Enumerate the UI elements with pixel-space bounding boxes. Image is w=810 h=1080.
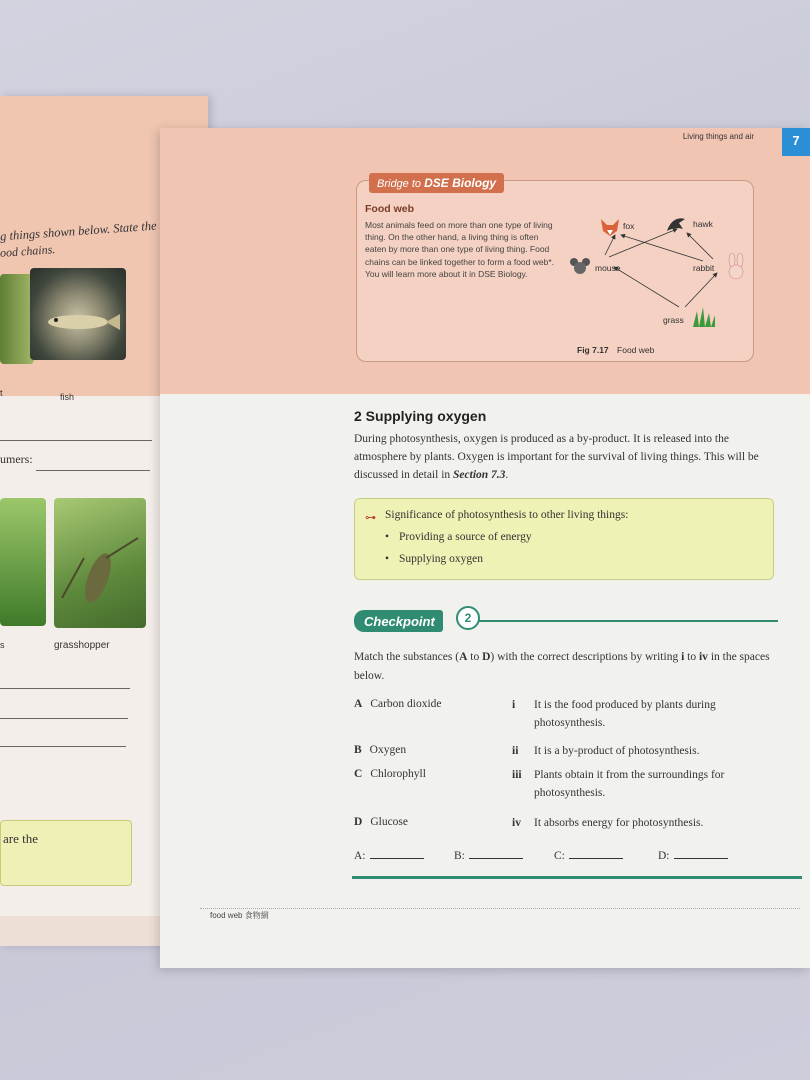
label-fish: fish bbox=[60, 392, 75, 402]
answer-label: A: bbox=[354, 850, 366, 862]
answer-line bbox=[0, 746, 126, 747]
significance-box bbox=[354, 498, 774, 580]
description-iii bbox=[512, 766, 782, 802]
plant-photo bbox=[0, 274, 34, 364]
section-body-text: During photosynthesis, oxygen is produced as a by-product. It is released into the atmosphere by plants. Oxygen is important for the survival of living things. This will be discussed in detail in bbox=[354, 433, 759, 481]
left-intro-line-2: ood chains. bbox=[0, 242, 56, 260]
answer-blank[interactable] bbox=[569, 846, 623, 859]
rabbit-label: rabbit bbox=[693, 263, 715, 273]
glossary-footer: food web 食物網 bbox=[210, 911, 269, 920]
description-key: iv bbox=[512, 817, 521, 829]
substance-name: Oxygen bbox=[369, 744, 407, 756]
checkpoint-number: 2 bbox=[456, 606, 480, 630]
footer-divider bbox=[200, 908, 800, 909]
hawk-label: hawk bbox=[693, 219, 713, 229]
mouse-icon bbox=[569, 257, 591, 275]
description-text: It is the food produced by plants during photosynthesis. bbox=[534, 699, 716, 729]
instr-text: ) with the correct descriptions by writing bbox=[490, 651, 682, 663]
checkpoint-instruction bbox=[354, 648, 774, 686]
substance-key: A bbox=[354, 698, 363, 710]
significance-item: • Supplying oxygen bbox=[399, 553, 483, 565]
answer-label: C: bbox=[554, 850, 565, 862]
instr-text: in the spaces below. bbox=[354, 651, 770, 682]
grass-label: grass bbox=[663, 315, 684, 325]
substance-key: C bbox=[354, 768, 363, 780]
description-ii bbox=[512, 742, 782, 760]
key-icon: ⊶ bbox=[365, 512, 376, 524]
substance-name: Chlorophyll bbox=[370, 768, 426, 780]
fox-label: fox bbox=[623, 221, 635, 231]
answer-label: B: bbox=[454, 850, 465, 862]
label-consumers: umers: bbox=[0, 452, 33, 466]
bridge-to-dse-box bbox=[356, 176, 754, 362]
section-body bbox=[354, 430, 774, 484]
figure-caption bbox=[577, 345, 654, 355]
section-reference: Section 7.3 bbox=[453, 469, 506, 481]
answer-blank[interactable] bbox=[469, 846, 523, 859]
description-text: It is a by-product of photosynthesis. bbox=[534, 745, 700, 757]
answer-d[interactable] bbox=[658, 846, 728, 862]
instr-bold: A bbox=[459, 651, 468, 663]
substance-key: D bbox=[354, 816, 363, 828]
fox-icon bbox=[599, 217, 621, 237]
food-web-body: Most animals feed on more than one type of living thing. On the other hand, a living thing is often eaten by more than one type of living thing. Food chains can be linked together to form a food web*. You will learn more about it in DSE Biology. bbox=[365, 220, 555, 279]
grass-photo bbox=[0, 498, 46, 626]
grasshopper-icon bbox=[54, 498, 146, 628]
description-iv bbox=[512, 814, 782, 832]
significance-item: • Providing a source of energy bbox=[399, 531, 532, 543]
significance-title: Significance of photosynthesis to other living things: bbox=[385, 509, 629, 521]
food-web-diagram bbox=[569, 215, 749, 335]
label-grasshopper: grasshopper bbox=[54, 640, 110, 651]
substance-c bbox=[354, 768, 426, 780]
substance-name: Carbon dioxide bbox=[370, 698, 442, 710]
note-box-text: are the bbox=[3, 831, 39, 846]
fish-photo bbox=[30, 268, 126, 360]
description-text: It absorbs energy for photosynthesis. bbox=[534, 817, 704, 829]
section-title: 2 Supplying oxygen bbox=[354, 408, 487, 424]
substance-a bbox=[354, 698, 442, 710]
description-key: ii bbox=[512, 745, 519, 757]
figure-caption-text: Food web bbox=[617, 345, 655, 355]
instr-bold: i bbox=[681, 651, 685, 663]
right-page bbox=[160, 128, 810, 968]
instr-bold: iv bbox=[698, 651, 708, 663]
grasshopper-photo bbox=[54, 498, 146, 628]
bridge-badge-prefix: Bridge to bbox=[377, 178, 422, 190]
answer-line bbox=[0, 688, 130, 689]
label-s: s bbox=[0, 640, 5, 650]
answer-b[interactable] bbox=[454, 846, 523, 862]
answer-blank[interactable] bbox=[370, 846, 424, 859]
instr-text: Match the substances ( bbox=[354, 651, 460, 663]
chapter-title: Living things and air bbox=[682, 132, 754, 141]
substance-key: B bbox=[354, 744, 362, 756]
grass-icon bbox=[691, 307, 717, 327]
fish-icon bbox=[30, 268, 126, 360]
mouse-label: mouse bbox=[595, 263, 621, 273]
description-text: Plants obtain it from the surroundings for photosynthesis. bbox=[534, 769, 725, 799]
answer-line bbox=[0, 440, 152, 441]
answer-label: D: bbox=[658, 850, 670, 862]
bridge-badge-title: DSE Biology bbox=[424, 176, 497, 190]
description-i bbox=[512, 696, 782, 732]
label-t: t bbox=[0, 388, 3, 398]
answer-blank[interactable] bbox=[674, 846, 728, 859]
chapter-number-tab: 7 bbox=[782, 128, 810, 156]
checkpoint-badge: Checkpoint bbox=[354, 610, 443, 632]
answer-a[interactable] bbox=[354, 846, 424, 862]
substance-name: Glucose bbox=[370, 816, 408, 828]
section-body-end: . bbox=[505, 469, 509, 481]
instr-bold: D bbox=[482, 651, 491, 663]
description-key: iii bbox=[512, 769, 522, 781]
rabbit-icon bbox=[725, 253, 747, 281]
description-key: i bbox=[512, 699, 516, 711]
instr-text: to bbox=[467, 651, 483, 663]
checkpoint-rule bbox=[478, 620, 778, 622]
checkpoint-bottom-rule bbox=[352, 876, 802, 879]
substance-d bbox=[354, 816, 408, 828]
note-box bbox=[0, 820, 132, 886]
figure-label: Fig 7.17 bbox=[577, 345, 609, 355]
answer-line bbox=[36, 470, 150, 471]
food-web-arrows bbox=[569, 215, 749, 335]
bridge-badge bbox=[369, 173, 504, 193]
answer-line bbox=[0, 718, 128, 719]
food-web-title: Food web bbox=[365, 203, 414, 215]
hawk-icon bbox=[665, 215, 687, 235]
left-intro-line-1: g things shown below. State the bbox=[0, 218, 157, 244]
substance-b bbox=[354, 744, 406, 756]
instr-text: to bbox=[684, 651, 699, 663]
answer-c[interactable] bbox=[554, 846, 623, 862]
